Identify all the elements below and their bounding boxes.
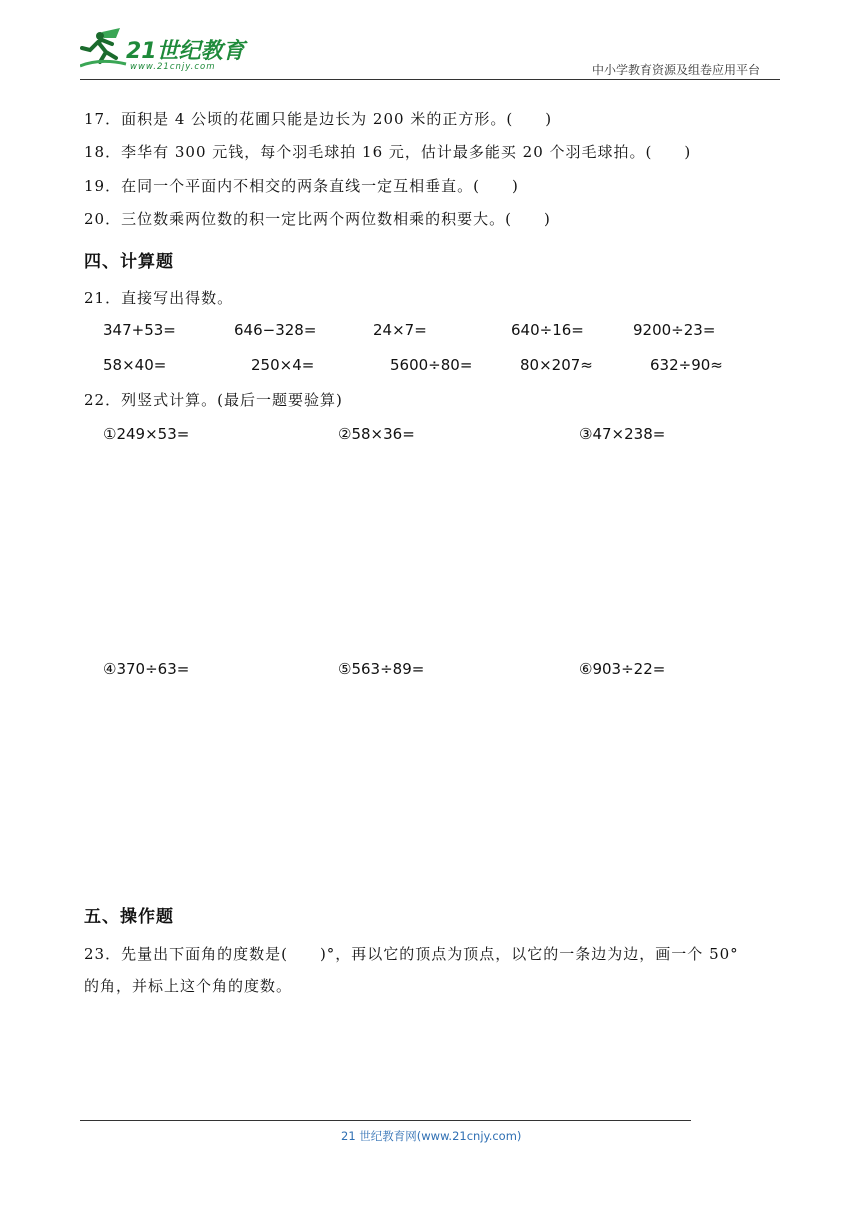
question-19: 19．在同一个平面内不相交的两条直线一定互相垂直。( ) xyxy=(84,177,519,195)
vertical-calc-item: ①249×53= xyxy=(103,425,190,443)
calc-item: 80×207≈ xyxy=(520,356,593,374)
question-22: 22．列竖式计算。(最后一题要验算) xyxy=(84,391,343,409)
calc-item: 9200÷23= xyxy=(633,321,716,339)
question-23-line-1: 23．先量出下面角的度数是( )°，再以它的顶点为顶点，以它的一条边为边，画一个 50° xyxy=(84,945,739,963)
question-18: 18．李华有 300 元钱，每个羽毛球拍 16 元，估计最多能买 20 个羽毛球拍。( ) xyxy=(84,143,692,161)
runner-logo-icon xyxy=(80,28,128,74)
section-4-heading: 四、计算题 xyxy=(84,252,174,272)
calc-item: 640÷16= xyxy=(511,321,584,339)
calc-item: 250×4= xyxy=(251,356,315,374)
footer-text: 21 世纪教育网(www.21cnjy.com) xyxy=(341,1129,522,1143)
vertical-calc-item: ⑥903÷22= xyxy=(579,660,666,678)
logo-sub-text: www.21cnjy.com xyxy=(130,62,216,72)
vertical-calc-item: ⑤563÷89= xyxy=(338,660,425,678)
header-divider xyxy=(80,79,780,80)
question-21: 21．直接写出得数。 xyxy=(84,289,234,307)
logo-main-text: 21世纪教育 xyxy=(126,39,245,64)
calc-item: 58×40= xyxy=(103,356,167,374)
calc-item: 5600÷80= xyxy=(390,356,473,374)
vertical-calc-item: ④370÷63= xyxy=(103,660,190,678)
question-23-line-2: 的角，并标上这个角的度数。 xyxy=(84,977,293,995)
calc-item: 646−328= xyxy=(234,321,317,339)
section-5-heading: 五、操作题 xyxy=(84,907,174,927)
platform-name: 中小学教育资源及组卷应用平台 xyxy=(592,63,761,77)
header-logo xyxy=(80,28,260,76)
vertical-calc-item: ②58×36= xyxy=(338,425,415,443)
calc-item: 24×7= xyxy=(373,321,427,339)
footer-divider xyxy=(80,1120,691,1121)
vertical-calc-item: ③47×238= xyxy=(579,425,666,443)
calc-item: 632÷90≈ xyxy=(650,356,723,374)
question-17: 17．面积是 4 公顷的花圃只能是边长为 200 米的正方形。( ) xyxy=(84,110,553,128)
question-20: 20．三位数乘两位数的积一定比两个两位数相乘的积要大。( ) xyxy=(84,210,551,228)
calc-item: 347+53= xyxy=(103,321,176,339)
